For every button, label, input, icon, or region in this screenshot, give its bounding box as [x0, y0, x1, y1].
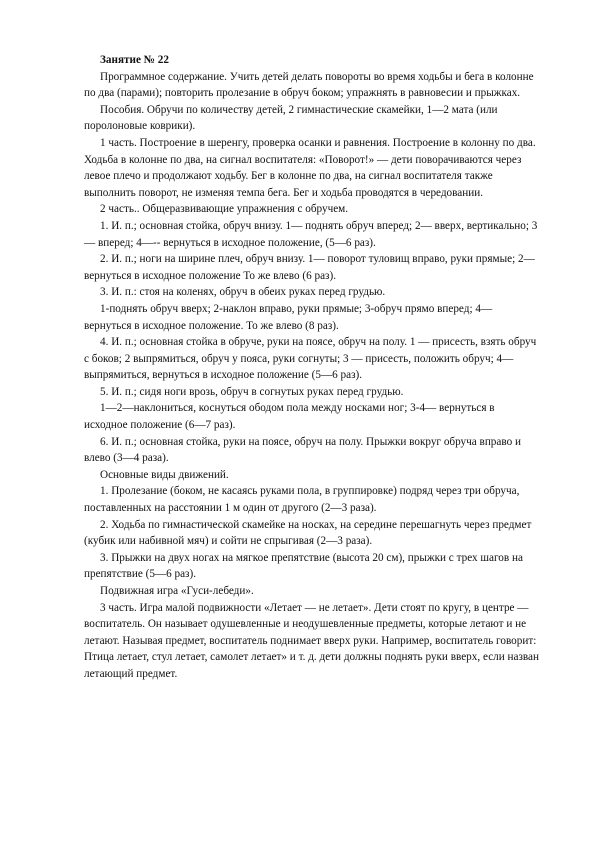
paragraph-program-content: Программное содержание. Учить детей делать повороты во время ходьбы и бега в колонне по два (парами); повторить пролезание в обруч боком; упражнять в равновесии и прыжках.: [84, 70, 534, 100]
paragraph-exercise-3-steps: 1-поднять обруч вверх; 2-наклон вправо, руки прямые; 3-обруч прямо вперед; 4— вернуться в исходное положение. То же влево (8 раз).: [84, 302, 493, 332]
paragraph-part-2-heading: 2 часть.. Общеразвивающие упражнения с обручем.: [100, 203, 349, 216]
document-title: Занятие № 22: [100, 54, 169, 66]
paragraph-exercise-1: 1. И. п.; основная стойка, обруч внизу. 1— поднять обруч вперед; 2— вверх, вертикально; 3— вперед; 4—-- вернуться в исходное положение, (5—6 раз).: [84, 219, 538, 249]
paragraph-exercise-3: 3. И. п.: стоя на коленях, обруч в обеих руках перед грудью.: [100, 286, 386, 299]
document-page: [84, 52, 540, 683]
paragraph-part-3: 3 часть. Игра малой подвижности «Летает — не летает». Дети стоят по кругу, в центре — воспитатель. Он называет одушевленные и неодушевленные предметы, которые летают и не летают. Называя предмет, воспитатель поднимает вверх руки. Например, воспитатель говорит: Птица летает, стул летает, самолет летает» и т. д. дети должны поднять руки вверх, если назван летающий предмет.: [84, 601, 540, 680]
paragraph-movement-1: 1. Пролезание (боком, не касаясь руками пола, в группировке) подряд через три обруча, поставленных на расстоянии 1 м один от другого (2—3 раза).: [84, 485, 520, 515]
paragraph-movement-3: 3. Прыжки на двух ногах на мягкое препятствие (высота 20 см), прыжки с трех шагов на препятствие (5—6 раз).: [84, 551, 523, 581]
paragraph-equipment: Пособия. Обручи по количеству детей, 2 гимнастические скамейки, 1—2 мата (или поролоновые коврики).: [84, 103, 498, 133]
paragraph-movement-2: 2. Ходьба по гимнастической скамейке на носках, на середине перешагнуть через предмет (кубик или набивной мяч) и сойти не спрыгивая (2—3 раза).: [84, 518, 532, 548]
paragraph-exercise-2: 2. И. п.; ноги на ширине плеч, обруч внизу. 1— поворот туловищ вправо, руки прямые; 2— вернуться в исходное положение То же влево (6 раз).: [84, 253, 535, 282]
paragraph-exercise-6: 6. И. п.; основная стойка, руки на поясе, обруч на полу. Прыжки вокруг обруча вправо и влево (3—4 раза).: [84, 435, 521, 465]
paragraph-outdoor-game: Подвижная игра «Гуси-лебеди».: [100, 585, 254, 597]
paragraph-part-1: 1 часть. Построение в шеренгу, проверка осанки и равнения. Построение в колонну по два. Ходьба в колонне по два, на сигнал воспитателя: «Поворот!» — дети поворачиваются через левое плечо и продолжают ходьбу. Бег в колонне по два, на сигнал воспитателя также выполнить поворот, не изменяя темпа бега. Бег и ходьба проводятся в чередовании.: [84, 136, 536, 199]
paragraph-exercise-5: 5. И. п.; сидя ноги врозь, обруч в согнутых руках перед грудью.: [100, 385, 404, 398]
paragraph-main-movements-heading: Основные виды движений.: [100, 468, 229, 481]
paragraph-exercise-5-steps: 1—2—наклониться, коснуться ободом пола между носками ног; 3-4— вернуться в исходное положение (6—7 раз).: [84, 402, 495, 432]
paragraph-exercise-4: 4. И. п.; основная стойка в обруче, руки на поясе, обруч на полу. 1 — присесть, взять обруч с боков; 2 выпрямиться, обруч у пояса, руки согнуты; 3 — присесть, положить обруч; 4— выпрямиться, вернуться в исходное положение (5—6 раз).: [84, 336, 537, 382]
